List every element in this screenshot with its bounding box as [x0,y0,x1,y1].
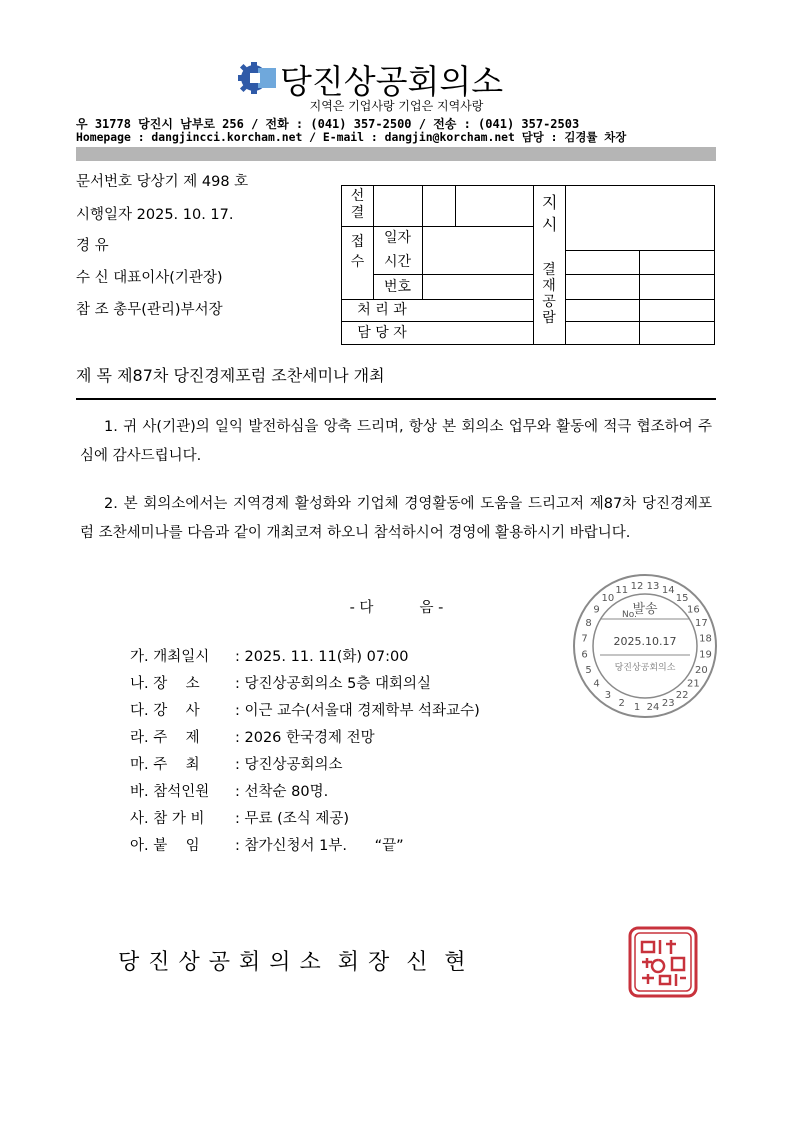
stamp-number: 20 [695,664,708,676]
stamp-number: 23 [661,697,675,709]
list-item [130,672,431,693]
stamp-number: 22 [675,689,689,701]
item-value: : 이근 교수(서울대 경제학부 석좌교수) [235,703,480,719]
list-item [130,645,408,666]
item-label: 라. 주 제 [130,730,200,746]
stamp-number: 16 [687,604,700,616]
reference: 참 조 총무(관리)부서장 [76,302,223,318]
stamp-top-label: 발송 [632,602,658,617]
stamp-number: 24 [646,702,660,713]
jeopsu-label: 접수 [350,234,365,270]
issue-date: 시행일자 2025. 10. 17. [76,207,234,223]
received-stamp-icon [572,573,718,719]
ilja-text: 일자 [383,230,412,246]
damdangja-label: 담 당 자 [357,325,407,341]
item-label: 가. 개최일시 [130,649,210,665]
subject-line: 제 목 제87차 당진경제포럼 조찬세미나 개최 [76,366,385,385]
address-line: 우 31778 당진시 남부로 256 / 전화 : (041) 357-2500 / 전송 : (041) 357-2503 [76,117,580,131]
stamp-number: 8 [585,618,592,630]
list-item [130,699,480,720]
item-label: 다. 강 사 [130,703,200,719]
stamp-number: 9 [593,604,600,616]
stamp-number: 2 [618,697,625,709]
subject-divider [76,398,716,400]
ilja-sigan-label [373,226,422,274]
list-item [130,753,343,774]
item-label: 나. 장 소 [130,676,200,692]
item-value: : 무료 (조식 제공) [235,811,350,827]
body-paragraph-1 [80,413,712,471]
list-item [130,834,404,855]
list-item [130,807,349,828]
item-value: : 선착순 80명. [235,784,329,800]
seongyeol-label: 선결 [350,188,365,221]
item-label: 사. 참 가 비 [130,811,205,827]
beonho-label: 번호 [383,279,412,295]
approval-table [341,185,715,345]
stamp-number: 11 [615,585,629,597]
logo-gear-icon [238,62,280,94]
list-heading: - 다 음 - [349,600,444,616]
stamp-number: 14 [661,585,675,597]
body-paragraph-2 [80,490,712,548]
item-value: : 당진상공회의소 [235,757,343,773]
item-label: 마. 주 최 [130,757,200,773]
stamp-number: 21 [687,678,700,690]
list-item [130,780,328,801]
doc-number: 문서번호 당상기 제 498 호 [76,174,249,190]
item-label: 바. 참석인원 [130,784,210,800]
stamp-number: 17 [695,618,708,630]
stamp-org: 당진상공회의소 [614,663,676,673]
stamp-number: 4 [593,678,600,690]
via: 경 유 [76,238,109,254]
signature-line: 당 진 상 공 회 의 소 회 장 신 현 [118,950,467,975]
jisi-label: 지시 [542,193,558,234]
header-divider-bar [76,147,716,161]
contact-line: Homepage : dangjincci.korcham.net / E-mail : dangjin@korcham.net 담당 : 김경률 차장 [76,130,627,144]
list-item [130,726,375,747]
stamp-number: 7 [581,633,588,645]
stamp-number: 13 [646,581,660,592]
stamp-no-label: No. [622,610,637,620]
recipient: 수 신 대표이사(기관장) [76,270,223,286]
stamp-number: 10 [601,593,615,605]
item-label: 아. 붙 임 [130,838,200,854]
item-value: : 2026 한국경제 전망 [235,730,375,746]
stamp-number: 12 [630,581,644,592]
slogan: 지역은 기업사랑 기업은 지역사랑 [309,99,484,113]
para1-text: 1. 귀 사(기관)의 일익 발전하심을 앙축 드리며, 항상 본 회의소 업무와 활동에 적극 협조하여 주심에 감사드립니다. [80,419,712,464]
stamp-date: 2025.10.17 [613,635,677,648]
official-seal-icon [628,926,698,998]
org-title: 당진상공회의소 [280,62,504,101]
sigan-text: 시간 [383,254,412,270]
item-value: : 2025. 11. 11(화) 07:00 [235,649,409,665]
para2-text: 2. 본 회의소에서는 지역경제 활성화와 기업체 경영활동에 도움을 드리고저 제87차 당진경제포럼 조찬세미나를 다음과 같이 개최코져 하오니 참석하시어 경영에 활용하시기 바랍니다. [80,496,712,541]
cheorigwa-label: 처 리 과 [357,302,407,318]
item-value: : 참가신청서 1부. “끝” [235,838,404,854]
stamp-number: 18 [699,633,712,645]
stamp-number: 3 [604,689,612,701]
stamp-number: 19 [699,649,712,661]
stamp-number: 5 [585,664,592,676]
item-value: : 당진상공회의소 5층 대회의실 [235,676,432,692]
gyeoljae-label: 결재공람 [542,262,556,326]
stamp-number: 15 [675,593,689,605]
stamp-number: 6 [581,649,588,661]
stamp-number: 1 [633,702,641,713]
